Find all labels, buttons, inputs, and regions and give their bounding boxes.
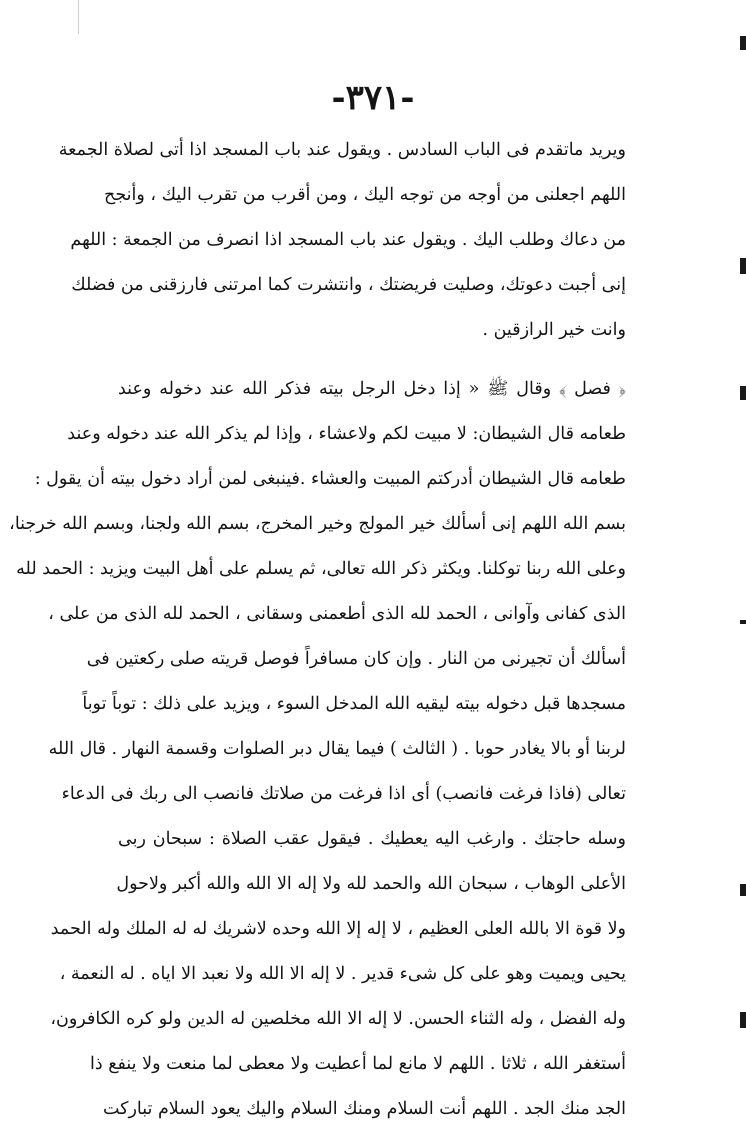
page-edge-mark [740, 1012, 746, 1028]
text-line: طعامه قال الشيطان: لا مبيت لكم ولاعشاء ، وإذا لم يذكر الله عند دخوله وعند [67, 424, 626, 444]
text-line: طعامه قال الشيطان أدركتم المبيت والعشاء .فينبغى لمن أراد دخول بيته أن يقول : [34, 469, 626, 489]
text-line: يحيى ويميت وهو على كل شىء قدير . لا إله الا الله ولا نعبد الا اياه . له النعمة ، [59, 964, 626, 984]
page-edge-mark [740, 258, 746, 274]
text-line: الأعلى الوهاب ، سبحان الله والحمد لله ولا إله الا الله والله أكبر ولاحول [116, 874, 626, 894]
text-line: لربنا أو بالا يغادر حوبا . ( الثالث ) فيما يقال دبر الصلوات وقسمة النهار . قال الله [48, 739, 626, 759]
text-line: بسم الله اللهم إنى أسألك خير المولج وخير المخرج، بسم الله ولجنا، وبسم الله خرجنا، [9, 514, 626, 534]
text-line: الذى كفانى وآوانى ، الحمد لله الذى أطعمنى وسقانى ، الحمد لله الذى من على ، [48, 604, 626, 624]
page-edge-mark [740, 386, 746, 400]
text-line: أسألك أن تجيرنى من النار . وإن كان مسافراً فوصل قريته صلى ركعتين فى [86, 649, 626, 669]
text-line: وانت خير الرازقين . [482, 320, 626, 340]
text-line: اللهم اجعلنى من أوجه من توجه اليك ، ومن أقرب من تقرب اليك ، وأنجح [104, 185, 626, 205]
text-line: تعالى (فاذا فرغت فانصب) أى اذا فرغت من صلاتك فانصب الى ربك فى الدعاء [61, 784, 626, 804]
page-fold-line [78, 0, 79, 34]
text-line: وله الفضل ، وله الثناء الحسن. لا إله الا الله مخلصين له الدين ولو كره الكافرون، [50, 1009, 626, 1029]
text-line: ويريد ماتقدم فى الباب السادس . ويقول عند باب المسجد اذا أتى لصلاة الجمعة [58, 140, 626, 160]
text-line: وسله حاجتك . وارغب اليه يعطيك . فيقول عقب الصلاة : سبحان ربى [118, 829, 626, 849]
text-line: الجد منك الجد . اللهم أنت السلام ومنك السلام واليك يعود السلام تباركت [102, 1099, 626, 1119]
text-line: أستغفر الله ، ثلاثا . اللهم لا مانع لما أعطيت ولا معطى لما منعت ولا ينفع ذا [90, 1054, 626, 1074]
page-edge-mark [740, 620, 746, 624]
text-line: ﴿ فصل ﴾ وقال ﷺ « إذا دخل الرجل بيته فذكر الله عند دخوله وعند [118, 379, 626, 399]
text-line: من دعاك وطلب اليك . ويقول عند باب المسجد اذا انصرف من الجمعة : اللهم [70, 230, 626, 250]
page-number: -٣٧١- [331, 78, 415, 118]
text-line: إنى أجبت دعوتك، وصليت فريضتك ، وانتشرت كما امرتنى فارزقنى من فضلك [71, 275, 626, 295]
text-line: وعلى الله ربنا توكلنا. ويكثر ذكر الله تعالى، ثم يسلم على أهل البيت ويزيد : الحمد لله [16, 559, 626, 579]
text-line: ولا قوة الا بالله العلى العظيم ، لا إله إلا الله وحده لاشريك له له الملك وله الحمد [50, 919, 626, 939]
text-line: مسجدها قبل دخوله بيته ليقيه الله المدخل السوء ، ويزيد على ذلك : توباً توباً [82, 694, 626, 714]
page-edge-mark [740, 884, 746, 896]
page-edge-mark [740, 36, 746, 50]
arabic-text-block [9, 128, 626, 1132]
